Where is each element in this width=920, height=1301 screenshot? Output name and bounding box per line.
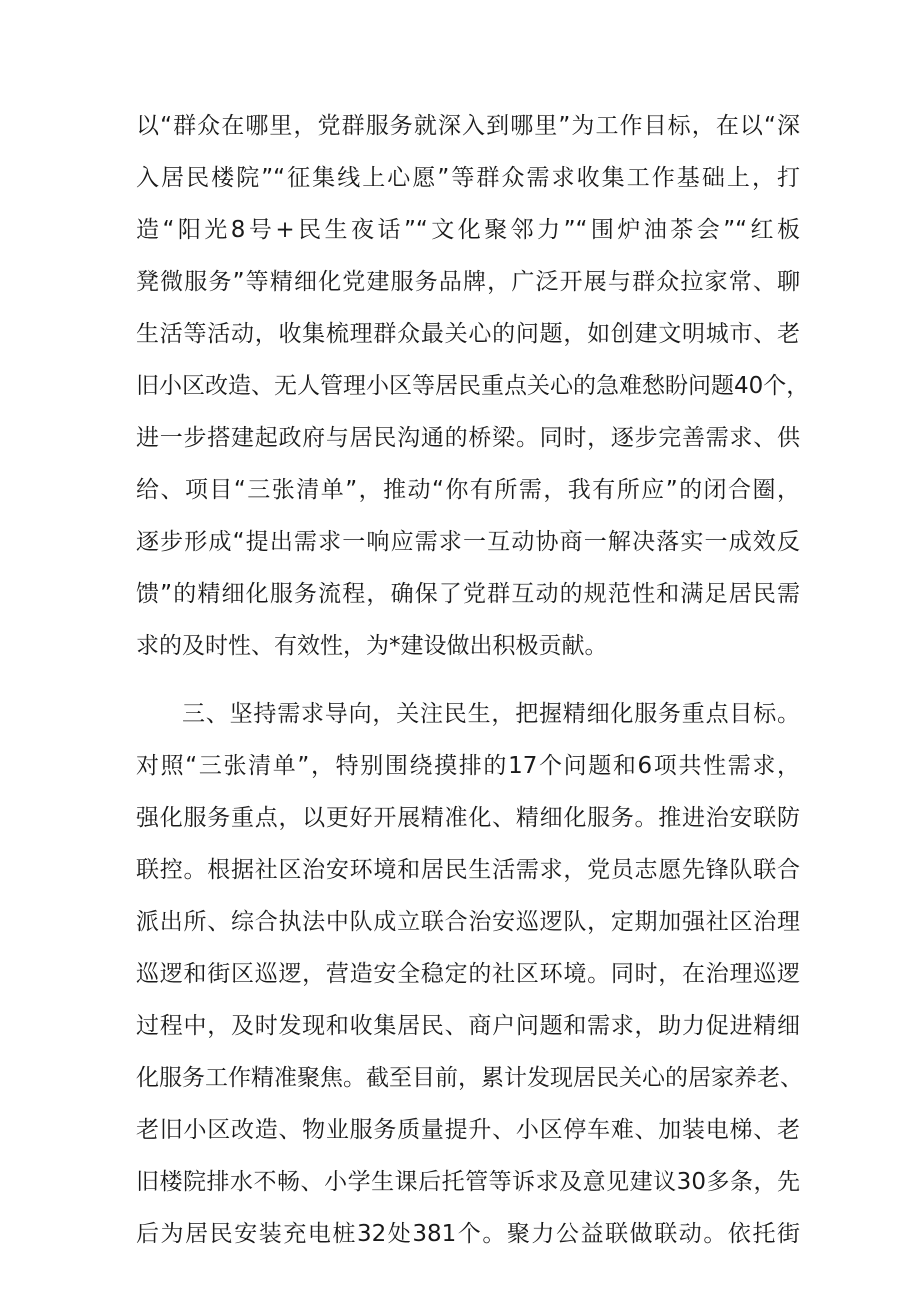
text-line: 旧小区改造、无人管理小区等居民重点关心的急难愁盼问题40个， — [136, 373, 810, 399]
text-line: 生活等活动，收集梳理群众最关心的问题，如创建文明城市、老 — [136, 321, 800, 347]
text-line: 过程中，及时发现和收集居民、商户问题和需求，助力促进精细 — [136, 1013, 800, 1039]
text-line: 强化服务重点，以更好开展精准化、精细化服务。推进治安联防 — [136, 805, 800, 831]
text-line: 以“群众在哪里，党群服务就深入到哪里”为工作目标，在以“深 — [136, 113, 800, 139]
text-line: 老旧小区改造、物业服务质量提升、小区停车难、加装电梯、老 — [136, 1117, 800, 1143]
text-line: 对照“三张清单”，特别围绕摸排的17个问题和6项共性需求， — [136, 753, 800, 779]
text-line: 入居民楼院”“征集线上心愿”等群众需求收集工作基础上，打 — [136, 165, 800, 191]
text-line: 求的及时性、有效性，为*建设做出积极贡献。 — [136, 633, 608, 659]
text-line: 化服务工作精准聚焦。截至目前，累计发现居民关心的居家养老、 — [136, 1065, 803, 1091]
text-line: 旧楼院排水不畅、小学生课后托管等诉求及意见建议30多条，先 — [136, 1169, 800, 1195]
text-line: 造“阳光8号+民生夜话”“文化聚邻力”“围炉油茶会”“红板 — [136, 217, 800, 243]
text-line: 进一步搭建起政府与居民沟通的桥梁。同时，逐步完善需求、供 — [136, 425, 800, 451]
text-line: 凳微服务”等精细化党建服务品牌，广泛开展与群众拉家常、聊 — [136, 269, 800, 295]
text-line: 巡逻和街区巡逻，营造安全稳定的社区环境。同时，在治理巡逻 — [136, 961, 800, 987]
text-line: 后为居民安装充电桩32处381个。聚力公益联做联动。依托街 — [136, 1221, 800, 1247]
text-line: 馈”的精细化服务流程，确保了党群互动的规范性和满足居民需 — [136, 581, 800, 607]
text-line: 联控。根据社区治安环境和居民生活需求，党员志愿先锋队联合 — [136, 857, 800, 883]
text-line: 派出所、综合执法中队成立联合治安巡逻队，定期加强社区治理 — [136, 909, 800, 935]
section-heading-line: 三、坚持需求导向，关注民生，把握精细化服务重点目标。 — [182, 701, 800, 727]
text-line: 给、项目“三张清单”，推动“你有所需，我有所应”的闭合圈， — [136, 477, 800, 503]
text-line: 逐步形成“提出需求一响应需求一互动协商一解决落实一成效反 — [136, 529, 800, 555]
